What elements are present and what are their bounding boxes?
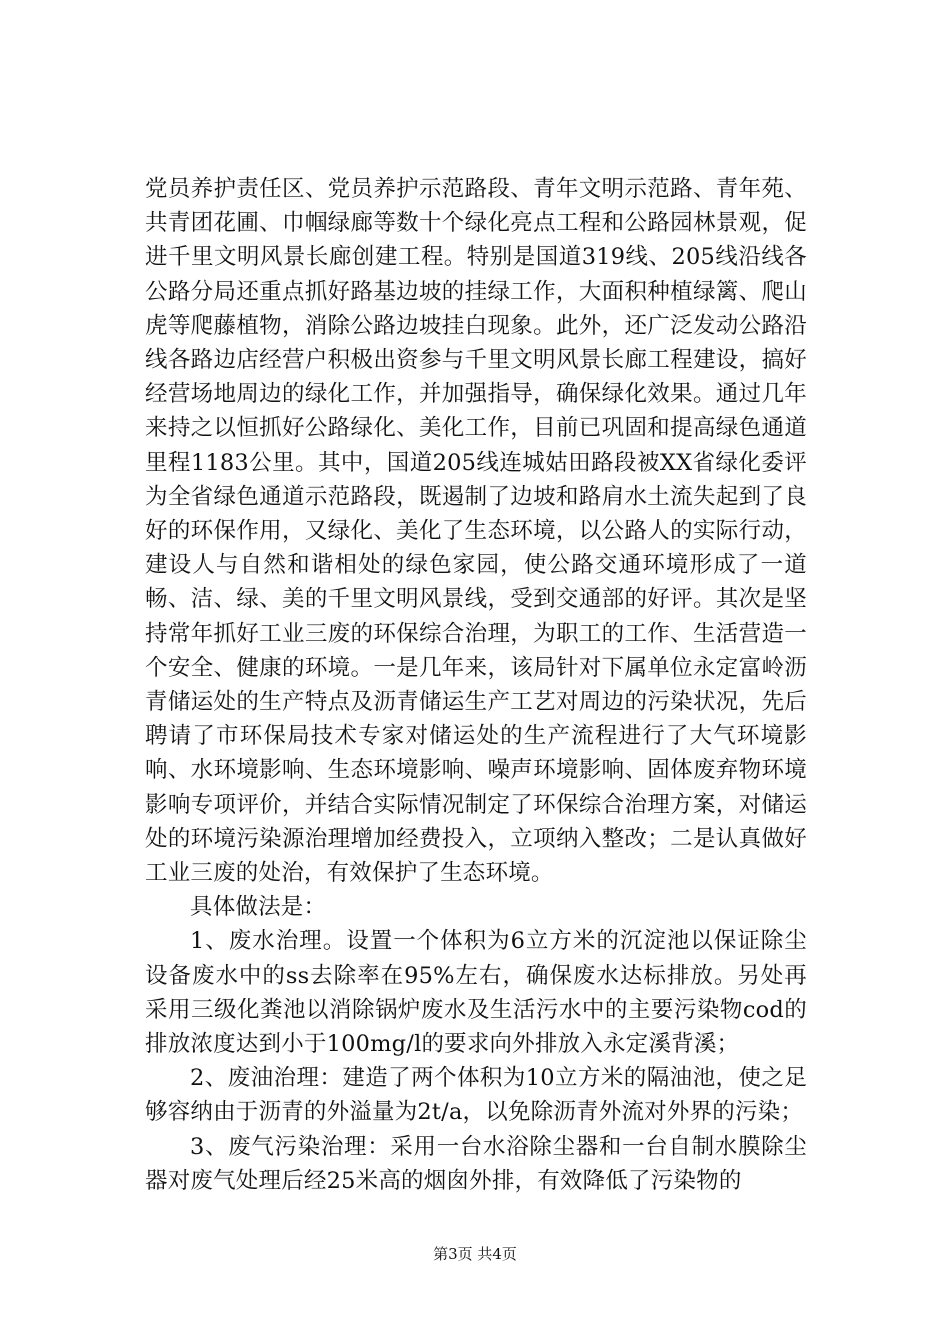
document-body — [145, 172, 807, 1198]
body-paragraph-2: 具体做法是： — [190, 894, 327, 921]
body-paragraph-1: 党员养护责任区、党员养护示范路段、青年文明示范路、青年苑、共青团花圃、巾帼绿廊等数十个绿化亮点工程和公路园林景观，促进千里文明风景长廊创建工程。特别是国道319线、205线沿线各公路分局还重点抓好路基边坡的挂绿工作，大面积种植绿篱、爬山虎等爬藤植物，消除公路边坡挂白现象。此外，还广泛发动公路沿线各路边店经营户积极出资参与千里文明风景长廊工程建设，搞好经营场地周边的绿化工作，并加强指导，确保绿化效果。通过几年来持之以恒抓好公路绿化、美化工作，目前已巩固和提高绿色通道里程1183公里。其中，国道205线连城姑田路段被XX省绿化委评为全省绿色通道示范路段，既遏制了边坡和路肩水土流失起到了良好的环保作用，又绿化、美化了生态环境，以公路人的实际行动，建设人与自然和谐相处的绿色家园，使公路交通环境形成了一道畅、洁、绿、美的千里文明风景线，受到交通部的好评。其次是坚持常年抓好工业三废的环保综合治理，为职工的工作、生活营造一个安全、健康的环境。一是几年来，该局针对下属单位永定富岭沥青储运处的生产特点及沥青储运生产工艺对周边的污染状况，先后聘请了市环保局技术专家对储运处的生产流程进行了大气环境影响、水环境影响、生态环境影响、噪声环境影响、固体废弃物环境影响专项评价，并结合实际情况制定了环保综合治理方案，对储运处的环境污染源治理增加经费投入，立项纳入整改；二是认真做好工业三废的处治，有效保护了生态环境。 — [145, 176, 807, 887]
body-paragraph-3: 1、废水治理。设置一个体积为6立方米的沉淀池以保证除尘设备废水中的ss去除率在95%左右，确保废水达标排放。另处再采用三级化粪池以消除锅炉废水及生活污水中的主要污染物cod的排放浓度达到小于100mg/l的要求向外排放入永定溪背溪； — [145, 928, 807, 1058]
body-paragraph-5: 3、废气污染治理：采用一台水浴除尘器和一台自制水膜除尘器对废气处理后经25米高的烟囱外排，有效降低了污染物的 — [145, 1133, 807, 1194]
body-paragraph-4: 2、废油治理：建造了两个体积为10立方米的隔油池，使之足够容纳由于沥青的外溢量为2t/a，以免除沥青外流对外界的污染； — [145, 1065, 807, 1126]
page-footer: 第3页 共4页 — [433, 1245, 517, 1263]
